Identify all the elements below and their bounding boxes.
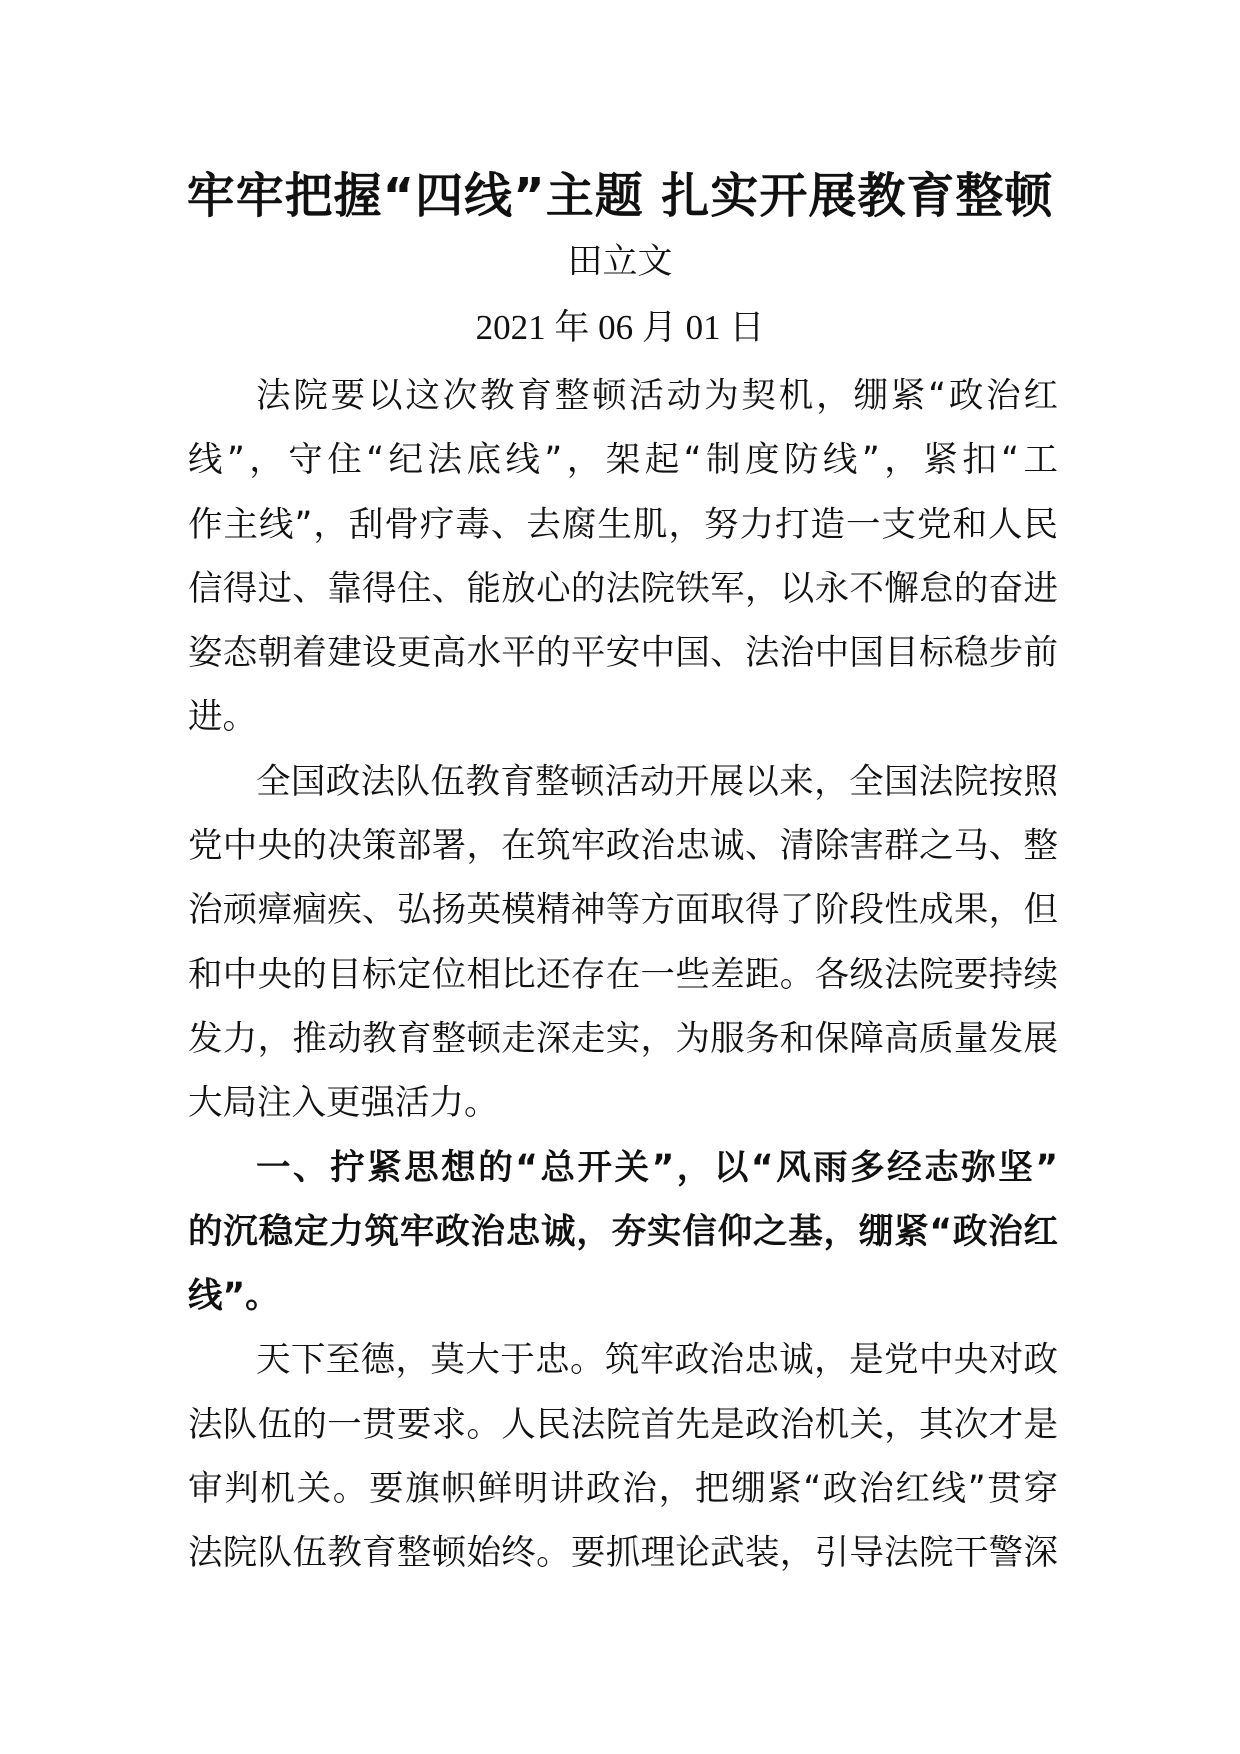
body-text-line: 法队伍的一贯要求。人民法院首先是政治机关，其次才是 [188, 1404, 1058, 1445]
body-text-line: 天下至德，莫大于忠。筑牢政治忠诚，是党中央对政 [256, 1340, 1058, 1381]
body-text-line: 信得过、靠得住、能放心的法院铁军，以永不懈怠的奋进 [188, 568, 1058, 609]
document-title: 牢牢把握“四线”主题 扎实开展教育整顿 [186, 168, 1054, 224]
body-text-line: 法院要以这次教育整顿活动为契机，绷紧“政治红 [256, 376, 1058, 416]
section-heading-line: 一、拧紧思想的“总开关”，以“风雨多经志弥坚” [256, 1147, 1058, 1188]
body-text-line: 治顽瘴痼疾、弘扬英模精神等方面取得了阶段性成果，但 [188, 890, 1058, 931]
body-text-line: 进。 [188, 697, 257, 738]
body-text-line: 法院队伍教育整顿始终。要抓理论武装，引导法院干警深 [188, 1533, 1058, 1574]
body-text-line: 党中央的决策部署，在筑牢政治忠诚、清除害群之马、整 [188, 826, 1058, 867]
body-text-line: 发力，推动教育整顿走深走实，为服务和保障高质量发展 [188, 1018, 1058, 1059]
body-text-line: 大局注入更强活力。 [188, 1083, 499, 1124]
body-text-line: 审判机关。要旗帜鲜明讲政治，把绷紧“政治红线”贯穿 [188, 1469, 1058, 1510]
body-text-line: 全国政法队伍教育整顿活动开展以来，全国法院按照 [256, 761, 1058, 802]
body-text-line: 姿态朝着建设更高水平的平安中国、法治中国目标稳步前 [188, 633, 1058, 674]
body-text-line: 作主线”，刮骨疗毒、去腐生肌，努力打造一支党和人民 [188, 504, 1058, 545]
document-author: 田立文 [567, 242, 673, 282]
body-text-line: 线”，守住“纪法底线”，架起“制度防线”，紧扣“工 [188, 440, 1058, 481]
document-date: 2021 年 06 月 01 日 [475, 308, 765, 347]
document-body [188, 364, 1058, 1586]
section-heading-line: 的沉稳定力筑牢政治忠诚，夯实信仰之基，绷紧“政治红 [188, 1211, 1058, 1252]
section-heading-line: 线”。 [188, 1276, 280, 1317]
body-text-line: 和中央的目标定位相比还存在一些差距。各级法院要持续 [188, 954, 1058, 995]
